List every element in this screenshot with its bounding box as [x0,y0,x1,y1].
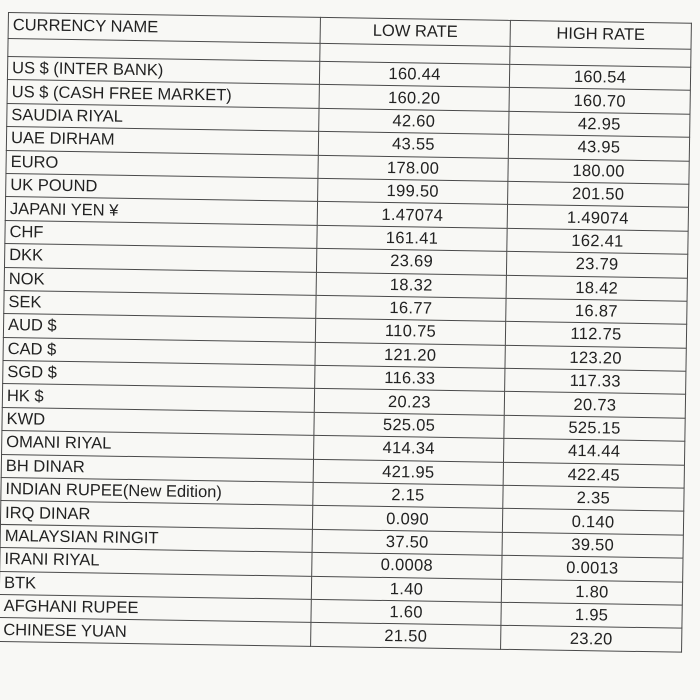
currency-name-cell: MALAYSIAN RINGIT [0,524,312,552]
high-rate-cell: 42.95 [509,111,690,137]
high-rate-cell: 1.95 [501,602,682,628]
table-body [0,57,691,652]
low-rate-cell: 1.47074 [317,202,507,228]
low-rate-cell: 18.32 [316,272,506,298]
low-rate-cell: 116.33 [315,365,505,391]
low-rate-cell: 42.60 [319,108,509,134]
low-rate-cell: 160.20 [319,85,509,111]
low-rate-cell: 21.50 [311,623,501,649]
currency-name-cell: IRANI RIYAL [0,548,312,576]
high-rate-cell: 112.75 [505,322,686,348]
currency-name-cell: AFGHANI RUPEE [0,594,311,622]
high-rate-cell: 43.95 [508,135,689,161]
low-rate-cell: 1.60 [311,599,501,625]
high-rate-cell: 39.50 [502,532,683,558]
high-rate-cell: 16.87 [506,298,687,324]
high-rate-cell: 162.41 [507,228,688,254]
currency-rate-table [0,12,692,652]
high-rate-cell: 23.20 [501,626,682,652]
currency-name-cell: SAUDIA RIYAL [7,103,319,131]
high-rate-cell: 201.50 [508,181,689,207]
header-high-rate: HIGH RATE [510,20,691,49]
high-rate-cell: 0.140 [502,509,683,535]
low-rate-cell: 43.55 [318,132,508,158]
low-rate-cell: 1.40 [311,576,501,602]
low-rate-cell: 37.50 [312,529,502,555]
currency-name-cell: JAPANI YEN ¥ [5,197,317,225]
high-rate-cell: 117.33 [505,368,686,394]
currency-name-cell: UAE DIRHAM [6,127,318,155]
currency-name-cell: CAD $ [3,337,315,365]
currency-name-cell: SEK [4,290,316,318]
currency-name-cell: US $ (CASH FREE MARKET) [7,80,319,108]
low-rate-cell: 0.0008 [312,553,502,579]
currency-name-cell: HK $ [2,384,314,412]
low-rate-cell: 421.95 [313,459,503,485]
high-rate-cell: 180.00 [508,158,689,184]
currency-name-cell: INDIAN RUPEE(New Edition) [1,477,313,505]
currency-name-cell: AUD $ [3,314,315,342]
currency-name-cell: OMANI RIYAL [2,431,314,459]
currency-name-cell: BH DINAR [1,454,313,482]
currency-name-cell: US $ (INTER BANK) [7,57,319,85]
currency-name-cell: NOK [4,267,316,295]
currency-name-cell: BTK [0,571,312,599]
high-rate-cell: 160.70 [509,88,690,114]
high-rate-cell: 422.45 [503,462,684,488]
low-rate-cell: 110.75 [315,319,505,345]
low-rate-cell: 16.77 [316,295,506,321]
high-rate-cell: 18.42 [506,275,687,301]
low-rate-cell: 199.50 [318,178,508,204]
low-rate-cell: 2.15 [313,482,503,508]
high-rate-cell: 20.73 [504,392,685,418]
high-rate-cell: 123.20 [505,345,686,371]
currency-name-cell: EURO [6,150,318,178]
low-rate-cell: 23.69 [316,249,506,275]
high-rate-cell: 414.44 [503,439,684,465]
currency-name-cell: IRQ DINAR [0,501,312,529]
high-rate-cell: 23.79 [506,251,687,277]
low-rate-cell: 525.05 [314,412,504,438]
high-rate-cell: 1.80 [501,579,682,605]
low-rate-cell: 0.090 [312,506,502,532]
high-rate-cell: 525.15 [504,415,685,441]
currency-name-cell: CHINESE YUAN [0,618,311,646]
header-currency-name: CURRENCY NAME [8,13,320,44]
low-rate-cell: 160.44 [319,61,509,87]
currency-name-cell: KWD [2,407,314,435]
currency-name-cell: CHF [5,220,317,248]
currency-name-cell: SGD $ [3,361,315,389]
low-rate-cell: 20.23 [314,389,504,415]
high-rate-cell: 1.49074 [507,205,688,231]
low-rate-cell: 121.20 [315,342,505,368]
high-rate-cell: 2.35 [503,485,684,511]
high-rate-cell: 0.0013 [502,556,683,582]
low-rate-cell: 414.34 [314,436,504,462]
high-rate-cell: 160.54 [509,64,690,90]
currency-name-cell: DKK [4,244,316,272]
low-rate-cell: 161.41 [317,225,507,251]
header-low-rate: LOW RATE [320,17,510,46]
low-rate-cell: 178.00 [318,155,508,181]
currency-name-cell: UK POUND [6,173,318,201]
